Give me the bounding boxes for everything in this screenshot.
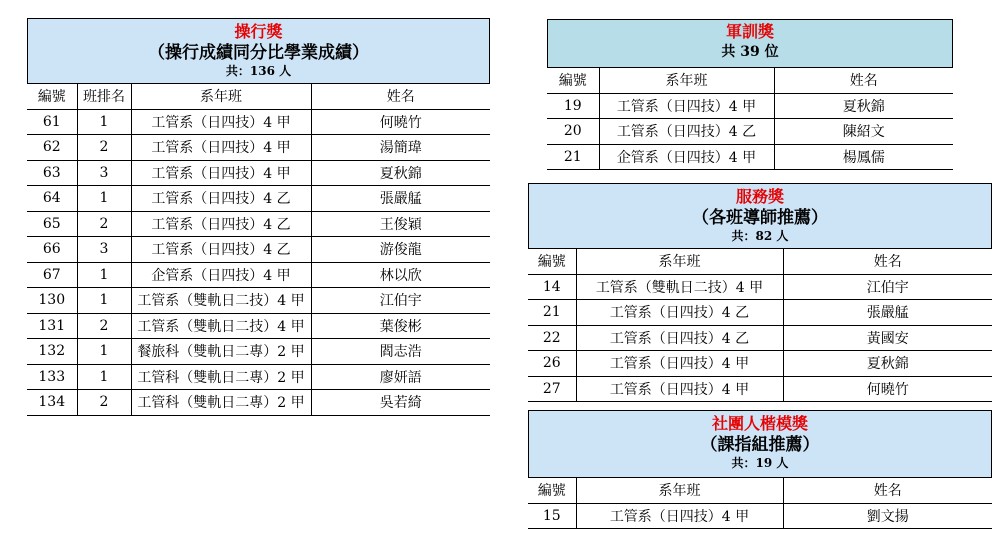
cell-name: 葉俊彬 — [311, 313, 490, 339]
cell-class: 工管系（雙軌日二技）4 甲 — [131, 313, 311, 339]
table-row — [27, 160, 490, 186]
club-award-count: 共：19 人 — [731, 456, 789, 470]
cell-class: 工管系（日四技）4 乙 — [576, 325, 783, 351]
table-row — [528, 274, 992, 300]
col-header-number: 編號 — [547, 68, 599, 94]
cell-rank: 1 — [77, 339, 131, 365]
table-row — [27, 135, 490, 161]
table-header-row — [528, 249, 992, 275]
col-header-class: 系年班 — [131, 84, 311, 110]
cell-number: 20 — [547, 119, 599, 145]
cell-class: 工管系（日四技）4 甲 — [131, 109, 311, 135]
cell-class: 企管系（日四技）4 甲 — [599, 144, 774, 170]
cell-rank: 2 — [77, 211, 131, 237]
cell-number: 27 — [528, 376, 576, 402]
table-row — [528, 351, 992, 377]
table-row — [528, 300, 992, 326]
cell-class: 工管系（日四技）4 甲 — [576, 503, 783, 529]
service-award-table — [528, 248, 992, 402]
cell-class: 工管科（雙軌日二專）2 甲 — [131, 364, 311, 390]
cell-class: 工管系（日四技）4 甲 — [131, 160, 311, 186]
service-award-panel — [528, 183, 992, 402]
table-row — [547, 93, 953, 119]
cell-name: 夏秋錦 — [783, 351, 992, 377]
cell-class: 工管系（日四技）4 乙 — [131, 237, 311, 263]
col-header-name: 姓名 — [311, 84, 490, 110]
table-row — [547, 119, 953, 145]
military-award-title: 軍訓獎 — [725, 22, 774, 41]
cell-rank: 3 — [77, 237, 131, 263]
table-row — [528, 325, 992, 351]
cell-name: 江伯宇 — [311, 288, 490, 314]
cell-rank: 1 — [77, 186, 131, 212]
military-award-count: 共 39 位 — [721, 44, 779, 60]
table-row — [27, 313, 490, 339]
conduct-award-subtitle: （操行成績同分比學業成績） — [148, 43, 369, 63]
conduct-award-panel — [27, 18, 490, 416]
table-row — [27, 237, 490, 263]
cell-number: 133 — [27, 364, 77, 390]
service-award-subtitle: （各班導師推薦） — [692, 208, 828, 228]
cell-class: 企管系（日四技）4 甲 — [131, 262, 311, 288]
cell-number: 131 — [27, 313, 77, 339]
cell-number: 134 — [27, 390, 77, 416]
cell-name: 陳紹文 — [774, 119, 953, 145]
table-row — [27, 288, 490, 314]
table-row — [528, 376, 992, 402]
cell-name: 黃國安 — [783, 325, 992, 351]
cell-rank: 2 — [77, 390, 131, 416]
cell-class: 工管系（日四技）4 甲 — [576, 351, 783, 377]
cell-number: 67 — [27, 262, 77, 288]
table-row — [27, 186, 490, 212]
cell-name: 楊鳳儒 — [774, 144, 953, 170]
cell-rank: 2 — [77, 135, 131, 161]
col-header-number: 編號 — [528, 478, 576, 504]
cell-class: 工管科（雙軌日二專）2 甲 — [131, 390, 311, 416]
service-award-title: 服務獎 — [735, 187, 784, 206]
table-row — [528, 503, 992, 529]
cell-number: 65 — [27, 211, 77, 237]
cell-number: 63 — [27, 160, 77, 186]
cell-rank: 3 — [77, 160, 131, 186]
cell-number: 15 — [528, 503, 576, 529]
cell-name: 王俊穎 — [311, 211, 490, 237]
cell-name: 夏秋錦 — [774, 93, 953, 119]
table-row — [547, 144, 953, 170]
cell-number: 22 — [528, 325, 576, 351]
military-award-panel — [547, 19, 953, 208]
conduct-award-header — [27, 18, 490, 83]
club-award-table — [528, 477, 992, 529]
col-header-name: 姓名 — [783, 478, 992, 504]
cell-class: 工管系（日四技）4 甲 — [599, 93, 774, 119]
table-row — [27, 339, 490, 365]
conduct-award-table — [27, 83, 490, 416]
col-header-class: 系年班 — [599, 68, 774, 94]
cell-class: 工管系（日四技）4 甲 — [131, 135, 311, 161]
col-header-name: 姓名 — [774, 68, 953, 94]
conduct-award-count: 共：136 人 — [225, 64, 292, 78]
col-header-name: 姓名 — [783, 249, 992, 275]
col-header-rank: 班排名 — [77, 84, 131, 110]
club-award-panel — [528, 410, 992, 529]
cell-number: 62 — [27, 135, 77, 161]
club-award-header — [528, 410, 992, 477]
conduct-award-title: 操行獎 — [234, 22, 283, 41]
col-header-number: 編號 — [528, 249, 576, 275]
table-header-row — [27, 84, 490, 110]
cell-number: 61 — [27, 109, 77, 135]
cell-name: 閻志浩 — [311, 339, 490, 365]
cell-number: 26 — [528, 351, 576, 377]
cell-name: 何曉竹 — [783, 376, 992, 402]
col-header-number: 編號 — [27, 84, 77, 110]
cell-name: 游俊龍 — [311, 237, 490, 263]
cell-class: 工管系（日四技）4 乙 — [599, 119, 774, 145]
service-award-count: 共：82 人 — [731, 229, 789, 243]
table-row — [27, 364, 490, 390]
cell-number: 14 — [528, 274, 576, 300]
cell-name: 夏秋錦 — [311, 160, 490, 186]
cell-rank: 1 — [77, 262, 131, 288]
cell-name: 何曉竹 — [311, 109, 490, 135]
cell-name: 張嚴艋 — [783, 300, 992, 326]
cell-class: 工管系（日四技）4 乙 — [131, 211, 311, 237]
table-row — [27, 211, 490, 237]
cell-class: 工管系（雙軌日二技）4 甲 — [131, 288, 311, 314]
cell-class: 工管系（日四技）4 乙 — [131, 186, 311, 212]
cell-number: 64 — [27, 186, 77, 212]
table-header-row — [528, 478, 992, 504]
club-award-title: 社團人楷模獎 — [711, 414, 808, 433]
military-award-header — [547, 19, 953, 67]
cell-number: 130 — [27, 288, 77, 314]
cell-name: 湯簡瑋 — [311, 135, 490, 161]
cell-name: 吳若綺 — [311, 390, 490, 416]
col-header-class: 系年班 — [576, 478, 783, 504]
cell-rank: 1 — [77, 109, 131, 135]
cell-rank: 2 — [77, 313, 131, 339]
cell-name: 劉文揚 — [783, 503, 992, 529]
table-row — [27, 109, 490, 135]
table-header-row — [547, 68, 953, 94]
cell-name: 張嚴艋 — [311, 186, 490, 212]
cell-class: 工管系（雙軌日二技）4 甲 — [576, 274, 783, 300]
military-award-table — [547, 67, 953, 170]
table-row — [27, 262, 490, 288]
cell-rank: 1 — [77, 364, 131, 390]
cell-class: 工管系（日四技）4 乙 — [576, 300, 783, 326]
cell-number: 132 — [27, 339, 77, 365]
table-row — [27, 390, 490, 416]
club-award-subtitle: （課指組推薦） — [700, 435, 820, 455]
col-header-class: 系年班 — [576, 249, 783, 275]
cell-rank: 1 — [77, 288, 131, 314]
cell-name: 江伯宇 — [783, 274, 992, 300]
cell-number: 19 — [547, 93, 599, 119]
cell-name: 林以欣 — [311, 262, 490, 288]
cell-number: 21 — [547, 144, 599, 170]
cell-number: 21 — [528, 300, 576, 326]
cell-class: 工管系（日四技）4 甲 — [576, 376, 783, 402]
service-award-header — [528, 183, 992, 248]
cell-number: 66 — [27, 237, 77, 263]
cell-class: 餐旅科（雙軌日二專）2 甲 — [131, 339, 311, 365]
cell-name: 廖妍語 — [311, 364, 490, 390]
